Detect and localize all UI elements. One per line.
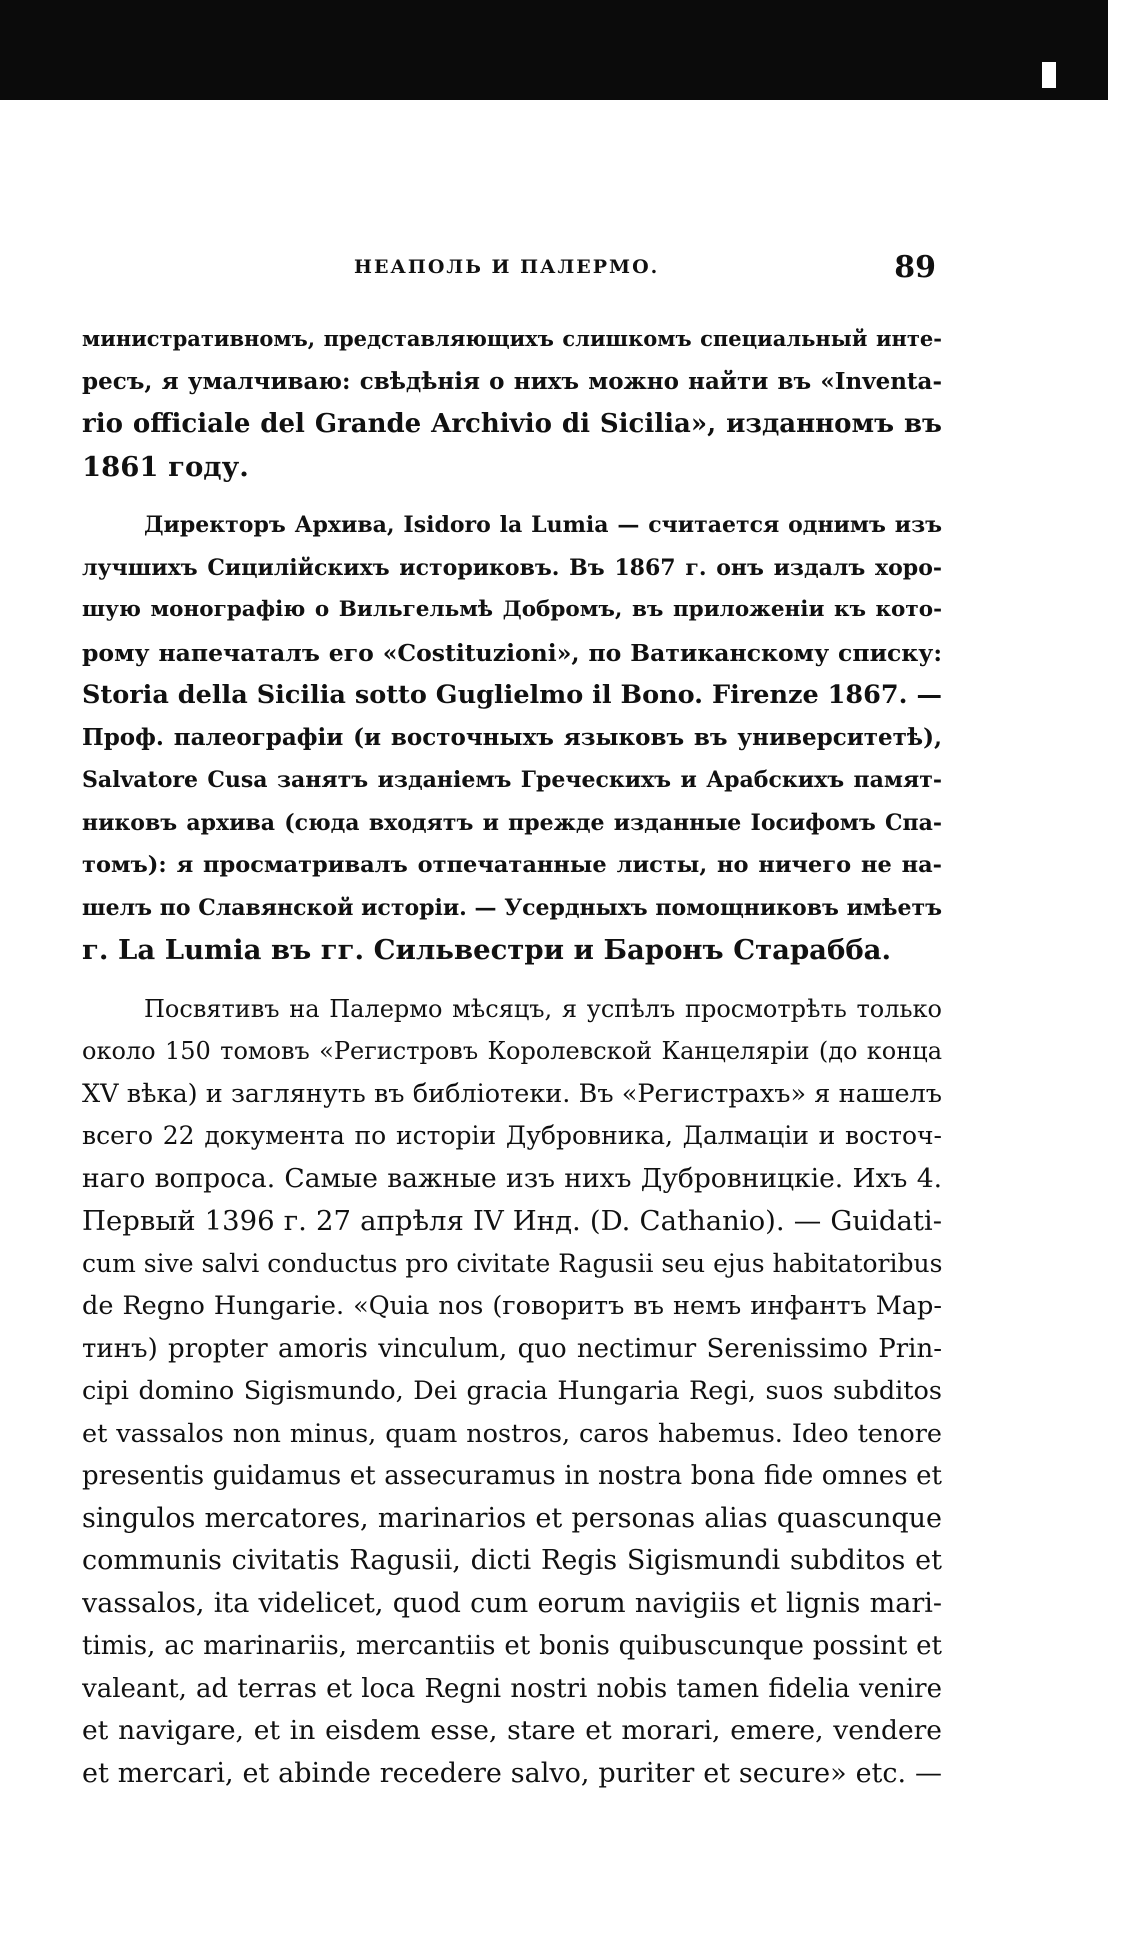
- text-line: singulos mercatores, marinarios et personas alias quascunque: [82, 1502, 942, 1534]
- text-line: rio officiale del Grande Archivio di Sicilia», изданномъ въ: [82, 409, 942, 439]
- text-line: всего 22 документа по исторіи Дубровника, Далмаціи и восточ-: [82, 1121, 942, 1150]
- text-line: около 150 томовъ «Регистровъ Королевской Канцеляріи (до конца: [82, 1037, 942, 1065]
- text-line: никовъ архива (сюда входятъ и прежде изданные Іосифомъ Спа-: [82, 809, 942, 836]
- text-line: 1861 году.: [82, 450, 249, 483]
- running-title: НЕАПОЛЬ И ПАЛЕРМО.: [354, 256, 660, 278]
- text-line: Первый 1396 г. 27 апрѣля IV Инд. (D. Cathanio). — Guidati-: [82, 1205, 942, 1237]
- text-line: Директоръ Архива, Isidoro la Lumia — считается однимъ изъ: [144, 512, 942, 538]
- text-line: шую монографію о Вильгельмѣ Добромъ, въ приложеніи къ кото-: [82, 597, 942, 622]
- text-line: наго вопроса. Самые важные изъ нихъ Дубровницкіе. Ихъ 4.: [82, 1162, 942, 1194]
- text-line: et vassalos non minus, quam nostros, caros habemus. Ideo tenore: [82, 1418, 942, 1449]
- scan-dark-border: [0, 0, 1108, 100]
- text-line: Посвятивъ на Палермо мѣсяцъ, я успѣлъ просмотрѣть только: [144, 994, 942, 1023]
- page-header: [82, 250, 942, 290]
- text-line: тинъ) propter amoris vinculum, quo nectimur Serenissimo Prin-: [82, 1333, 942, 1364]
- text-line: министративномъ, представляющихъ слишкомъ специальный инте-: [82, 326, 942, 351]
- scan-notch: [1042, 62, 1056, 88]
- text-line: шелъ по Славянской исторіи. — Усердныхъ помощниковъ имѣетъ: [82, 894, 942, 921]
- text-line: Salvatore Cusa занятъ изданіемъ Греческихъ и Арабскихъ памят-: [82, 767, 942, 793]
- page-number: 89: [894, 250, 936, 285]
- text-line: XV вѣка) и заглянуть въ библіотеки. Въ «Регистрахъ» я нашелъ: [82, 1078, 942, 1109]
- scan-edge: [1114, 0, 1140, 100]
- text-line: рому напечаталъ его «Costituzioni», по Ватиканскому списку:: [82, 638, 942, 667]
- text-line: valeant, ad terras et loca Regni nostri nobis tamen fidelia venire: [82, 1673, 942, 1704]
- page-body: [82, 318, 942, 1795]
- text-line: г. La Lumia въ гг. Сильвестри и Баронъ Старабба.: [82, 934, 892, 966]
- text-line: Проф. палеографіи (и восточныхъ языковъ въ университетѣ),: [82, 723, 942, 751]
- text-line: presentis guidamus et assecuramus in nostra bona fide omnes et: [82, 1461, 942, 1491]
- text-line: Storia della Sicilia sotto Guglielmo il Bono. Firenze 1867. —: [82, 680, 942, 710]
- text-line: томъ): я просматривалъ отпечатанные листы, но ничего не на-: [82, 852, 942, 878]
- text-line: et navigare, et in eisdem esse, stare et morari, emere, vendere: [82, 1715, 942, 1746]
- text-line: cum sive salvi conductus pro civitate Ragusii seu ejus habitatoribus: [82, 1248, 942, 1278]
- text-line: лучшихъ Сицилійскихъ историковъ. Въ 1867 г. онъ издалъ хоро-: [82, 554, 942, 581]
- text-line: et mercari, et abinde recedere salvo, puriter et secure» etc. —: [82, 1757, 942, 1789]
- text-line: communis civitatis Ragusii, dicti Regis Sigismundi subditos et: [82, 1545, 942, 1576]
- text-line: timis, ac marinariis, mercantiis et bonis quibuscunque possint et: [82, 1631, 942, 1661]
- text-line: de Regno Hungarie. «Quia nos (говоритъ въ немъ инфантъ Мар-: [82, 1291, 942, 1321]
- text-line: cipi domino Sigismundo, Dei gracia Hungaria Regi, suos subditos: [82, 1376, 942, 1406]
- text-line: vassalos, ita videlicet, quod cum eorum navigiis et lignis mari-: [82, 1587, 942, 1619]
- text-line: ресъ, я умалчиваю: свѣдѣнія о нихъ можно найти въ «Inventa-: [82, 367, 942, 395]
